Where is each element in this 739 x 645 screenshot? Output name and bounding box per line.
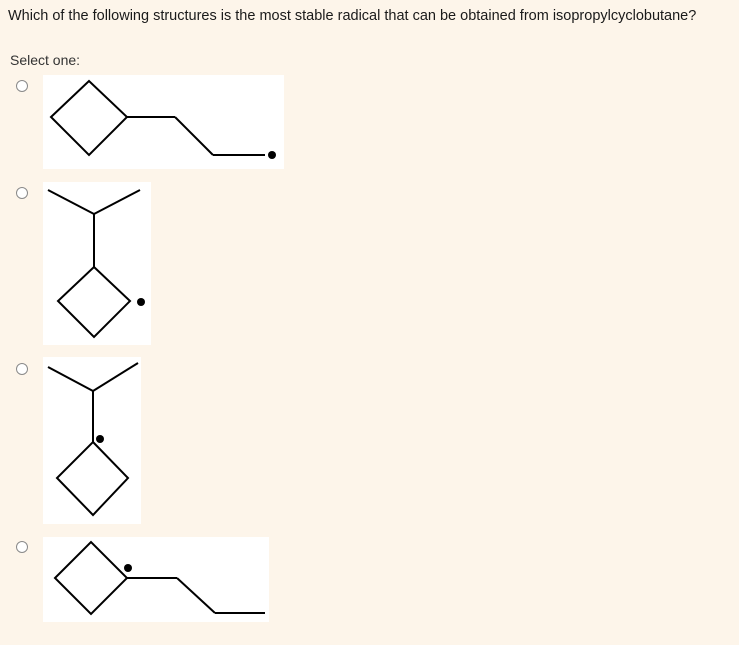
- option-4-radio[interactable]: [16, 541, 28, 553]
- option-2-structure[interactable]: [43, 182, 151, 345]
- structure-diagram: [43, 357, 141, 524]
- option-4-structure[interactable]: [43, 537, 269, 622]
- option-1-radio[interactable]: [16, 80, 28, 92]
- select-one-label: Select one:: [10, 52, 81, 68]
- radical-dot: [137, 298, 145, 306]
- radical-dot: [124, 564, 132, 572]
- radical-dot: [96, 435, 104, 443]
- structure-diagram: [43, 182, 151, 345]
- radical-dot: [268, 151, 276, 159]
- option-1-structure[interactable]: [43, 75, 284, 169]
- option-3-structure[interactable]: [43, 357, 141, 524]
- question-text: Which of the following structures is the most stable radical that can be obtained from isopropylcyclobutane?: [8, 8, 697, 24]
- structure-diagram: [43, 75, 284, 169]
- option-2-radio[interactable]: [16, 187, 28, 199]
- option-3-radio[interactable]: [16, 363, 28, 375]
- structure-diagram: [43, 537, 269, 622]
